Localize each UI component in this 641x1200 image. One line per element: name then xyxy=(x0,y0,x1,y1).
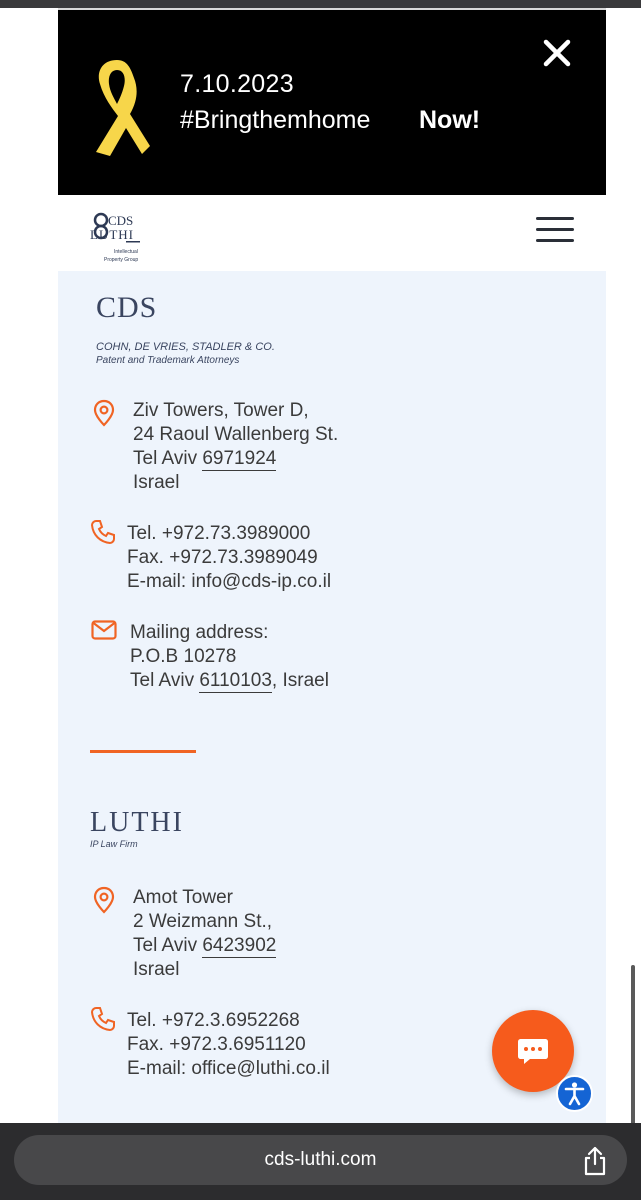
cds-mailing-country: , Israel xyxy=(271,670,329,691)
hamburger-icon[interactable] xyxy=(536,217,574,247)
phone-icon xyxy=(90,1006,116,1032)
luthi-address-country: Israel xyxy=(133,959,180,980)
browser-toolbar xyxy=(0,1123,641,1200)
cds-email-link[interactable]: E-mail: info@cds-ip.co.il xyxy=(127,571,332,592)
cds-mailing-label: Mailing address: xyxy=(130,622,269,643)
logo-text-top: CDS xyxy=(108,213,134,228)
accessibility-icon xyxy=(558,1077,591,1110)
cds-mailing-pob: P.O.B 10278 xyxy=(130,646,237,667)
scrollbar[interactable] xyxy=(631,965,635,1125)
cds-address xyxy=(133,399,338,495)
logo-caption-1: Intellectual xyxy=(114,249,138,255)
cds-fax: Fax. +972.73.3989049 xyxy=(127,547,318,568)
luthi-logo-tagline: IP Law Firm xyxy=(90,839,138,849)
cds-logo-name: COHN, DE VRIES, STADLER & CO. xyxy=(96,341,275,353)
yellow-ribbon-icon xyxy=(82,54,152,158)
cds-mailing-zip-link[interactable]: 6110103 xyxy=(199,670,272,691)
cds-logo-mark: CDS xyxy=(96,291,158,324)
cds-tel-link[interactable]: Tel. +972.73.3989000 xyxy=(127,523,311,544)
cds-logo-tagline: Patent and Trademark Attorneys xyxy=(96,355,240,366)
luthi-fax: Fax. +972.3.6951120 xyxy=(127,1034,306,1055)
location-pin-icon xyxy=(92,886,116,914)
section-divider xyxy=(90,750,196,753)
cds-address-country: Israel xyxy=(133,472,180,493)
banner-now: Now! xyxy=(419,106,481,134)
banner-date: 7.10.2023 xyxy=(180,70,294,98)
hostage-banner xyxy=(58,10,606,195)
cds-address-zip-link[interactable]: 6971924 xyxy=(202,448,277,469)
location-pin-icon xyxy=(92,399,116,427)
cds-mailing-address xyxy=(130,621,329,693)
luthi-address-city: Tel Aviv xyxy=(133,935,203,956)
logo-caption-2: Property Group xyxy=(104,257,139,263)
mail-icon xyxy=(91,620,117,640)
cds-contact xyxy=(127,522,331,594)
close-icon[interactable] xyxy=(540,36,574,70)
cds-address-line2: 24 Raoul Wallenberg St. xyxy=(133,424,339,445)
luthi-contact xyxy=(127,1009,330,1081)
luthi-tel-link[interactable]: Tel. +972.3.6952268 xyxy=(127,1010,300,1031)
luthi-address-zip-link[interactable]: 6423902 xyxy=(202,935,277,956)
url-text: cds-luthi.com xyxy=(264,1149,377,1170)
accessibility-button[interactable] xyxy=(556,1075,593,1112)
status-bar xyxy=(0,0,641,8)
luthi-logo xyxy=(90,807,184,849)
site-logo[interactable] xyxy=(88,205,148,265)
cds-address-city: Tel Aviv xyxy=(133,448,203,469)
phone-icon xyxy=(90,519,116,545)
luthi-email-link[interactable]: E-mail: office@luthi.co.il xyxy=(127,1058,330,1079)
share-icon[interactable] xyxy=(580,1145,610,1177)
luthi-logo-mark: LUTHI xyxy=(90,807,184,838)
luthi-address-line1: Amot Tower xyxy=(133,887,233,908)
site-header xyxy=(58,195,606,271)
logo-text-bottom: LUTHI xyxy=(90,227,134,242)
luthi-address xyxy=(133,886,276,982)
contact-panel xyxy=(58,271,606,1123)
cds-address-line1: Ziv Towers, Tower D, xyxy=(133,400,309,421)
address-bar[interactable] xyxy=(14,1135,627,1185)
cds-mailing-city: Tel Aviv xyxy=(130,670,200,691)
luthi-address-line2: 2 Weizmann St., xyxy=(133,911,273,932)
banner-hashtag: #Bringthemhome xyxy=(180,106,371,134)
